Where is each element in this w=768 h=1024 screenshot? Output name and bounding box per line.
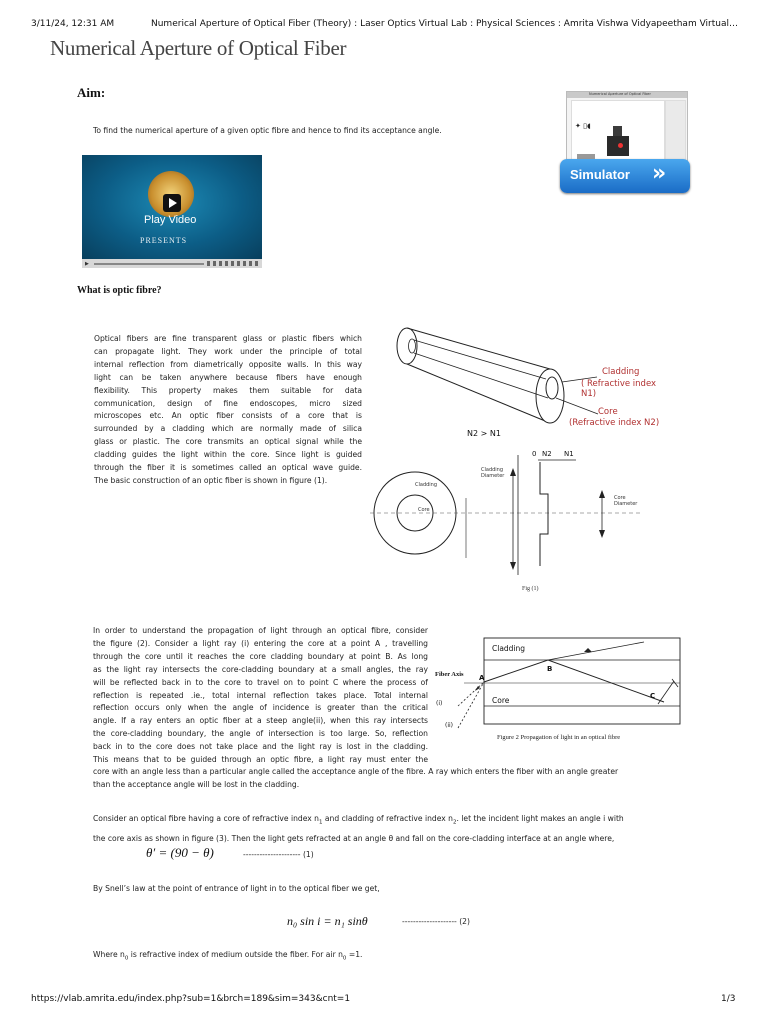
ray-i-label: (i) bbox=[436, 700, 443, 707]
video-controls[interactable] bbox=[82, 259, 262, 268]
text-line: back in to the core does not take place and the light ray is lost in the cladding. bbox=[93, 742, 428, 752]
text-line: flexibility. This property makes them suitable for data bbox=[94, 385, 362, 395]
text-line: through the fiber it is sometimes called an optical wave guide. bbox=[94, 463, 362, 473]
fig2-core-label: Core bbox=[492, 696, 510, 705]
label-line: Diameter bbox=[614, 501, 638, 507]
text-line: In order to understand the propagation of light through an optical fibre, consider bbox=[93, 626, 428, 635]
point-a-label: A bbox=[479, 674, 485, 682]
presents-text: PRESENTS bbox=[140, 236, 188, 245]
simulator-label: Simulator bbox=[570, 167, 630, 182]
fig2-cladding-label: Cladding bbox=[492, 644, 526, 653]
text-line: core with an angle less than a particular angle called the acceptance angle of the fibre. A ray which enters the fiber with an angle greater bbox=[93, 767, 619, 776]
text-line: The basic construction of an optic fiber is shown in figure (1). bbox=[94, 475, 328, 485]
text-line: glass or plastic. The core transmits an optical signal while the bbox=[94, 437, 362, 447]
print-page-count: 1/3 bbox=[721, 994, 736, 1004]
text-line: Optical fibers are fine transparent glass or plastic fibers which bbox=[94, 334, 362, 343]
thumb-icons: ✦ ▯◖ bbox=[575, 122, 591, 130]
section-heading: What is optic fibre? bbox=[77, 285, 162, 296]
subscript: 2 bbox=[453, 819, 457, 826]
circle-cladding-label: Cladding bbox=[415, 482, 438, 488]
text-line: light can be taken anywhere because fibers have enough bbox=[94, 372, 362, 382]
text-segment: =1. bbox=[346, 950, 363, 959]
text-line: This means that to be guided through an optic fibre, a light ray must enter the bbox=[93, 755, 428, 765]
text-line: than the acceptance angle will be lost in the cladding. bbox=[93, 779, 300, 789]
play-small-icon[interactable]: ▶ bbox=[85, 261, 89, 267]
text-line: the figure (2). Consider a light ray (i) entering the core at a point A , travelling bbox=[93, 638, 428, 648]
core-label: Core bbox=[598, 407, 618, 417]
text-line: reflection is repeated .ie., total internal reflection takes place. Total internal bbox=[93, 690, 428, 700]
core-diameter-label bbox=[614, 495, 637, 507]
label-line: Cladding bbox=[481, 467, 504, 473]
text-segment: Where n bbox=[93, 950, 125, 959]
label-line: Core bbox=[614, 495, 626, 501]
double-chevron-right-icon: » bbox=[652, 161, 667, 186]
text-segment: Consider an optical fibre having a core of refractive index n bbox=[93, 814, 319, 823]
propagation-paragraph-end bbox=[93, 766, 693, 792]
simulator-button[interactable] bbox=[560, 159, 690, 193]
cladding-ri-label: ( Refractive index N1) bbox=[581, 379, 657, 399]
text-line: through the core until it reaches the core cladding boundary at point B. As long bbox=[93, 651, 428, 661]
figure-1 bbox=[370, 322, 670, 602]
text-line: the core axis as shown in figure (3). Then the light gets refracted at an angle θ and fall on the core-cladding interface at an angle where, bbox=[93, 834, 615, 844]
light-propagation-diagram bbox=[434, 636, 684, 748]
text-line: the core-cladding boundary, the angle of intersection is too large. So, reflection bbox=[93, 729, 428, 739]
core-refractive-paragraph bbox=[93, 813, 693, 846]
core-ri-label: (Refractive index N2) bbox=[569, 418, 660, 428]
text-line: angle. If a ray enters an optic fiber at a steep angle(ii), when this ray intersects bbox=[93, 716, 428, 726]
text-line: communication, design of fine endoscopes, micro sized bbox=[94, 398, 362, 408]
equation-1-ref: --------------------- (1) bbox=[243, 850, 314, 859]
simulator-thumb-title: Numerical Aperture of Optical Fiber bbox=[589, 92, 651, 96]
axis-n2: N2 bbox=[542, 450, 552, 458]
text-segment: and cladding of refractive index n bbox=[322, 814, 453, 823]
equation-1: θ′ = (90 − θ) bbox=[146, 845, 214, 860]
text-line: internal reflection from diametrically opposite walls. In this way bbox=[94, 359, 362, 369]
print-datetime: 3/11/24, 12:31 AM bbox=[31, 19, 115, 29]
fiber-structure-diagram bbox=[370, 322, 670, 602]
print-url: https://vlab.amrita.edu/index.php?sub=1&brch=189&sim=343&cnt=1 bbox=[31, 994, 351, 1004]
optic-fibre-paragraph bbox=[94, 333, 362, 488]
text-line bbox=[93, 813, 693, 829]
equation-2: n₀ sin i = n₁ sinθ bbox=[287, 914, 368, 928]
aim-heading: Aim: bbox=[77, 85, 106, 100]
point-b-label: B bbox=[547, 665, 553, 673]
figure-2-caption: Figure 2 Propagation of light in an optical fibre bbox=[497, 734, 621, 741]
point-c-label: C bbox=[650, 692, 656, 700]
subscript: 0 bbox=[124, 955, 129, 962]
axis-zero: 0 bbox=[532, 450, 537, 458]
video-progress[interactable] bbox=[94, 263, 204, 265]
cladding-diameter-label bbox=[481, 467, 504, 479]
fiber-axis-label: Fiber Axis bbox=[435, 671, 464, 678]
simulator-link[interactable] bbox=[566, 91, 690, 195]
text-line: surrounded by a cladding which are normally made of silica bbox=[94, 424, 362, 434]
index-relation: N2 > N1 bbox=[467, 429, 501, 438]
propagation-paragraph bbox=[93, 625, 428, 767]
equation-2-ref: -------------------- (2) bbox=[402, 917, 470, 926]
circle-core-label: Core bbox=[418, 507, 430, 513]
figure-1-caption: Fig (1) bbox=[522, 586, 539, 592]
aim-text: To find the numerical aperture of a given optic fibre and hence to find its acceptance angle. bbox=[93, 126, 442, 135]
video-player[interactable] bbox=[82, 155, 262, 268]
air-index-text bbox=[93, 949, 362, 965]
text-line: reflection occurs only when the angle of incidence is greater than the critical bbox=[93, 703, 428, 713]
cladding-label: Cladding bbox=[602, 367, 640, 377]
text-line: as the light ray intersects the core-cladding boundary at a small angles, the ray bbox=[93, 664, 428, 674]
text-line: cladding guides the light within the core. Since light is guided bbox=[94, 450, 362, 460]
play-icon[interactable] bbox=[163, 194, 181, 212]
ray-ii-label: (ii) bbox=[445, 722, 454, 729]
text-line: will be reflected back in to the core to travel on to point C where the process of bbox=[93, 677, 428, 687]
subscript: 1 bbox=[318, 819, 323, 826]
axis-n1: N1 bbox=[564, 450, 574, 458]
text-line: microscopes etc. An optic fiber consists of a core that is bbox=[94, 411, 362, 421]
subscript: 0 bbox=[342, 955, 347, 962]
label-line: Diameter bbox=[481, 473, 505, 479]
text-line: can propagate light. They work under the principle of total bbox=[94, 346, 362, 356]
text-segment: . let the incident light makes an angle i with bbox=[456, 814, 624, 823]
page-title: Numerical Aperture of Optical Fiber bbox=[50, 36, 347, 60]
snell-text: By Snell’s law at the point of entrance of light in to the optical fiber we get, bbox=[93, 884, 380, 893]
print-page-title: Numerical Aperture of Optical Fiber (Theory) : Laser Optics Virtual Lab : Physical Sciences : Amrita Vishwa Vidyapeetham Virtual… bbox=[151, 19, 738, 29]
figure-2 bbox=[434, 636, 684, 748]
play-video-label: Play Video bbox=[144, 214, 197, 226]
text-segment: is refractive index of medium outside the fiber. For air n bbox=[128, 950, 343, 959]
